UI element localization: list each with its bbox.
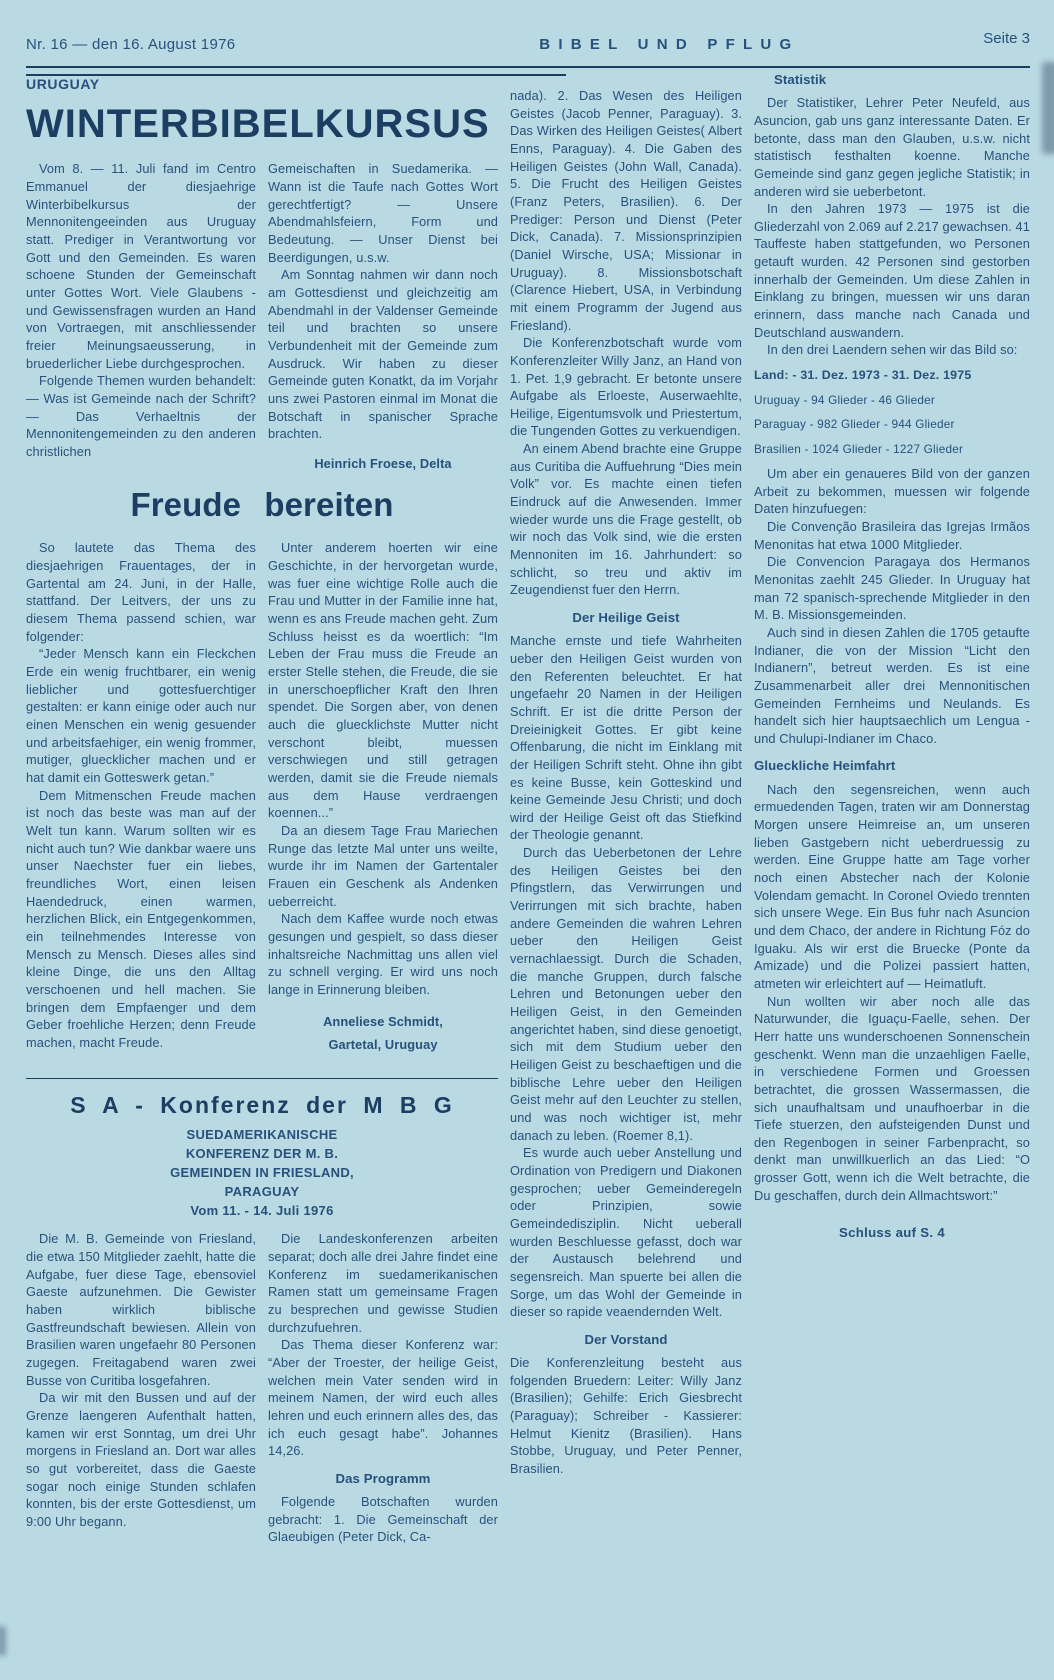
article-signature xyxy=(268,1013,498,1054)
paragraph: Die M. B. Gemeinde von Friesland, die etwa 150 Mitglieder zaehlt, hatte die Aufgabe, fuer diese Tage, ebensoviel Gaeste aufzunehmen. Die Gewister haben wirklich biblische Gastfreundschaft bewiesen. Allein von Brasilien waren ungefaehr 80 Personen zugegen. Freitagabend waren zwei Busse von Curitiba losgefahren. xyxy=(26,1231,256,1388)
paragraph: Gemeischaften in Suedamerika. — Wann ist die Taufe nach Gottes Wort gerechtfertigt? — Unsere Abendmahlsfeiern, Form und Bedeutung. — Unser Dienst bei Beerdigungen, u.s.w. xyxy=(268,161,498,265)
article-headline-sa-konferenz: S A - Konferenz der M B G xyxy=(70,1091,454,1118)
article-headline-winterbibelkursus: WINTERBIBELKURSUS xyxy=(26,102,490,147)
header-rule-top xyxy=(26,66,1030,68)
article-subheadline-block xyxy=(26,1126,498,1220)
article-column-left xyxy=(26,160,256,472)
column-text-statistik-detail xyxy=(754,465,1030,748)
paragraph: Da an diesem Tage Frau Mariechen Runge das letzte Mal unter uns weilte, wurde ihr im Namen der Gartentaler Frauen ein Geschenk als Andenken ueberreicht. xyxy=(268,822,498,909)
statistics-table xyxy=(754,367,1030,457)
article-winterbibelkursus xyxy=(26,75,498,472)
article-column-right xyxy=(268,539,498,1059)
article-columns xyxy=(26,1230,498,1546)
paragraph: Manche ernste und tiefe Wahrheiten ueber den Heiligen Geist wurden von den Referenten beleuchtet. Er hat ungefaehr 20 Namen in der Heiligen Schrift. Er ist die dritte Person der Dreieinigkeit Gottes. Er gibt keine Offenbarung, die nicht im Einklang mit der Heiligen Schrift steht. Ohne ihn gibt es keine Busse, kein Gotteskind und keine Gemeinde Jesu Christi; und doch wird der Heilige Geist oft das Stiefkind der Theologie genannt. xyxy=(510,633,742,843)
article-column-text xyxy=(268,539,498,998)
paragraph: Nach dem Kaffee wurde noch etwas gesungen und gespielt, so dass dieser inhaltsreiche Nachmittag uns allen viel zu schnell verging. Er wird uns noch lange in Erinnerung bleiben. xyxy=(268,911,498,997)
scan-artifact-right-edge xyxy=(1042,62,1054,154)
section-divider-rule xyxy=(26,1078,498,1079)
subsection-heading-das-programm: Das Programm xyxy=(335,1470,431,1486)
article-signature: Heinrich Froese, Delta xyxy=(314,455,452,471)
paragraph: Am Sonntag nahmen wir dann noch am Gottesdienst und gleichzeitig am Abendmahl in der Valdenser Gemeinde teil und brachten so unsere Verbundenheit mit der Gemeinde zum Ausdruck. Wir haben zu dieser Gemeinde guten Konatkt, da im Vorjahr uns zwei Pastoren einmal im Monat die Botschaft in spanischer Sprache brachten. xyxy=(268,267,498,442)
article-columns xyxy=(26,160,498,472)
text-line: PARAGUAY xyxy=(224,1183,300,1199)
paragraph: So lautete das Thema des diesjaehrigen Frauentages, der in Gartental am 24. Juni, in der Halle, stattfand. Der Leitvers, der uns zu diesem Thema passend schien, war folgender: xyxy=(26,540,256,644)
text-line: KONFERENZ DER M. B. xyxy=(185,1145,339,1161)
left-articles-block xyxy=(26,71,498,1546)
article-column-text xyxy=(268,1230,498,1460)
page-header xyxy=(26,30,1030,53)
scan-artifact-left-corner xyxy=(0,1626,6,1656)
paragraph: Die Konferenzbotschaft wurde vom Konferenzleiter Willy Janz, an Hand von 1. Pet. 1,9 gebracht. Er betonte unsere Aufgabe als Erloeste, Auserwaehlte, Heilige, Eigentumsvolk und Priestertum, die Tungenden Gottes zu verkuendigen. xyxy=(510,335,742,439)
article-column-right xyxy=(268,1230,498,1546)
paragraph: nada). 2. Das Wesen des Heiligen Geistes (Jacob Penner, Paraguay). 3. Das Wirken des Heiligen Geistes( Albert Enns, Paraguay). 4. Die Gaben des Heiligen Geistes (John Wall, Canada). 5. Die Frucht des Heiligen Geistes (Franz Peters, Brasilien). 6. Der Prediger: Person und Dienst (Peter Dick, Canada). 7. Missionsprinzipien (Daniel Wirsche, USA; Missionar in Uruguay). 8. Missionsbotschaft (Clarence Hiebert, USA, in Verbindung mit einem Programm der Jugend aus Friesland). xyxy=(510,88,742,333)
paragraph: In den Jahren 1973 — 1975 ist die Gliederzahl von 2.069 auf 2.217 gewachsen. 41 Tauffeste haben stattgefunden, wo Personen getauft wurden. 42 Personen sind gestorben innerhalb der Gemeinden. Um diese Zahlen in Einklang zu bringen, muessen wir uns daran erinnern, dass manche nach Canada und Deutschland auswandern. xyxy=(754,201,1030,340)
text-line: Uruguay - 94 Glieder - 46 Glieder xyxy=(754,393,936,408)
article-columns xyxy=(26,539,498,1059)
paragraph: Um aber ein genaueres Bild von der ganzen Arbeit zu bekommen, muessen wir folgende Daten hinzufuegen: xyxy=(754,465,1030,517)
paragraph: Folgende Themen wurden behandelt: — Was ist Gemeinde nach der Schrift? — Das Verhaeltnis der Mennonitengemeinden zu den anderen christlichen xyxy=(26,373,256,459)
article-column-left xyxy=(26,539,256,1059)
header-rule-bottom xyxy=(26,74,566,76)
text-line: Brasilien - 1024 Glieder - 1227 Glieder xyxy=(754,441,964,456)
article-column-text xyxy=(268,160,498,443)
issue-date: Nr. 16 — den 16. August 1976 xyxy=(26,36,236,53)
page-number: Seite 3 xyxy=(983,30,1030,47)
paragraph: Die Konferenzleitung besteht aus folgenden Bruedern: Leiter: Willy Janz (Brasilien); Gehilfe: Erich Giesbrecht (Paraguay); Schreiber - Kassierer: Helmut Kienitz (Brasilien). Hans Stobbe, Uruguay, und Peter Penner, Brasilien. xyxy=(510,1355,742,1476)
column-text-heiliger-geist xyxy=(510,632,742,1321)
paragraph: Nun wollten wir aber noch alle das Naturwunder, die Iguaçu-Faelle, sehen. Der Herr hatte uns wunderschoenen Sonnenschein geschenkt. Wenn man die unzaehligen Faelle, in verschiedene Formen und Groessen betrachtet, die grossen Wassermassen, die sich unaufhaltsam und unaufhoerbar in die Tiefe stuerzen, den aufsteigenden Dunst und den Regenbogen in seiner Farbenpracht, so denkt man unwillkuerlich an das Lied: “O grosser Gott, wenn ich die Welt betrachte, die Du geschaffen, durch dein Allmachtswort:” xyxy=(754,993,1030,1203)
article-freude-bereiten xyxy=(26,488,498,1059)
article-column-text xyxy=(268,1493,498,1546)
masthead-title: BIBEL UND PFLUG xyxy=(539,36,800,53)
column-conference-continuation xyxy=(510,71,742,1546)
text-line: Paraguay - 982 Glieder - 944 Glieder xyxy=(754,417,955,432)
paragraph: Da wir mit den Bussen und auf der Grenze laengeren Aufenthalt hatten, kamen wir erst Sonntag, um drei Uhr morgens in Friesland an. Dort war alles so gut vorbereitet, dass die Gaeste sogar noch einige Stunden schlafen konnten, bis der erste Gottesdienst, um 9:00 Uhr begann. xyxy=(26,1390,256,1529)
subsection-heading-der-heilige-geist: Der Heilige Geist xyxy=(572,610,680,626)
article-kicker: URUGUAY xyxy=(26,76,100,92)
subsection-heading-der-vorstand: Der Vorstand xyxy=(584,1331,668,1347)
paragraph: In den drei Laendern sehen wir das Bild so: xyxy=(767,342,1018,358)
paragraph: Die Convencion Paragaya dos Hermanos Menonitas zaehlt 245 Glieder. In Uruguay hat man 72 spanisch-sprechende Mitglieder in den M. B. Missionsgemeinden. xyxy=(754,554,1030,623)
continued-on-page-note: Schluss auf S. 4 xyxy=(839,1225,945,1241)
paragraph: Unter anderem hoerten wir eine Geschichte, in der hervorgetan wurde, was fuer eine wichtige Rolle auch die Frau und Mutter in der Familie inne hat, wenn es ans Freude machen geht. Zum Schluss heisst es da woertlich: “Im Leben der Frau muss die Freude an erster Stelle stehen, die Freude, die sie in unerschoepflicher Kraft den Ihren spendet. Die Sorgen aber, von denen auch die gluecklichste Mutter nicht verschont bleibt, muessen verschwiegen und still getragen werden, damit sie die Freude niemals aus dem Hause verdraengen koennen...” xyxy=(268,540,498,821)
paragraph: Durch das Ueberbetonen der Lehre des Heiligen Geistes bei den Pfingstlern, das Verwirrungen und Verirrungen mit sich brachte, haben andere Gemeinden die wahren Lehren ueber den Heiligen Geist vernachlaessigt. Durch die Schaden, die manche Gruppen, durch falsche Lehren und Betonungen ueber den Heiligen Geist, in den Gemeinden angerichtet haben, sind diese genoetigt, sich mit dem Studium ueber den Heiligen Geist zu beschaeftigen und die biblische Lehre ueber den Heiligen Geist mehr auf den Leuchter zu stellen, und was noch wichtiger ist, mehr danach zu leben. (Roemer 8,1). xyxy=(510,845,742,1143)
text-line: GEMEINDEN IN FRIESLAND, xyxy=(170,1164,354,1180)
paragraph: Es wurde auch ueber Anstellung und Ordination von Predigern und Diakonen gesprochen; ueber Gemeinderegeln oder Prinzipien, sowie Gemeindedisziplin. Nicht ueberall wurden Beschluesse gefasst, doch war der Austausch belehrend und segensreich. Man spuerte bei allen die Sorge, um das Wohl der Gemeinde in dieser so rapide veaendernden Welt. xyxy=(510,1145,742,1320)
text-line: SUEDAMERIKANISCHE xyxy=(186,1127,338,1143)
paragraph: “Jeder Mensch kann ein Fleckchen Erde ein wenig fruchtbarer, ein wenig lieblicher und gottesfuerchtiger gestalten: er kann einige oder auch nur einen Menschen ein wenig gesuender und arbeitsfaehiger, ein wenig frommer, mutiger, gluecklicher machen und er hat damit ein Gotteswerk getan.” xyxy=(26,646,256,785)
text-line: Land: - 31. Dez. 1973 - 31. Dez. 1975 xyxy=(754,368,972,383)
subsection-heading-heimfahrt: Glueckliche Heimfahrt xyxy=(754,758,896,774)
article-column-left xyxy=(26,1230,256,1546)
text-line: Anneliese Schmidt, xyxy=(323,1013,443,1029)
paragraph: Vom 8. — 11. Juli fand im Centro Emmanuel der diesjaehrige Winterbibelkursus der Mennonitengeeinden aus Uruguay statt. Prediger in Verantwortung vor Gott und den Gemeinden. Es waren schoene Stunden der Gemeinschaft unter Gottes Wort. Viele Glaubens - und Gewissensfragen wurden an Hand von Vortraegen, mit anschliessender freier Meinungsaeusserung, in bruederlicher Liebe durchgesprochen. xyxy=(26,161,256,371)
paragraph: Die Convenção Brasileira das Igrejas Irmãos Menonitas hat etwa 1000 Mitglieder. xyxy=(754,518,1030,552)
paragraph: Dem Mitmenschen Freude machen ist noch das beste was man auf der Welt tun kann. Warum sollten wir es nicht auch tun? Wie dankbar waere uns unser Naechster fuer ein liebes, freundliches Wort, einen leisen Haendedruck, einen warmen, herzlichen Blick, ein Entgegenkommen, ein teilnehmendes Interesse von Mensch zu Mensch. Dieses alles sind kleine Dinge, die uns den Alltag verschoenen und hell machen. Sie bringen dem Empfaenger und dem Geber froehliche Herzen; denn Freude machen, macht Freude. xyxy=(26,787,256,1050)
column-text-statistik xyxy=(754,94,1030,359)
paragraph: An einem Abend brachte eine Gruppe aus Curitiba die Auffuehrung “Dies mein Volk” vor. Es machte einen tiefen Eindruck auf die Anwesenden. Immer wieder wurde uns die Frage gestellt, ob wir noch das Volk sind, wie die ersten Mennoniten im 16. Jahrhundert: so schlicht, so treu und aktiv im Zeugendienst fuer den Herrn. xyxy=(510,441,742,598)
column-text-heimfahrt xyxy=(754,781,1030,1205)
paragraph: Das Thema dieser Konferenz war: “Aber der Troester, der heilige Geist, welchen mein Vater senden wird in meinem Namen, der wird euch alles lehren und euch erinnern alles des, das ich euch gesagt habe”. Johannes 14,26. xyxy=(268,1337,498,1459)
article-headline-freude-bereiten: Freude bereiten xyxy=(130,486,394,524)
paragraph: Nach den segensreichen, wenn auch ermuedenden Tagen, traten wir am Donnerstag Morgen unsere Heimreise an, um unseren lieben Gastgebern nicht ueberdruessig zu werden. Eine Gruppe hatte am Tage vorher noch einen Abstecher nach der Kolonie Volendam gemacht. In Coronel Oviedo trennten sich unsere Wege. Ein Bus fuhr nach Asuncion und dem Chaco, der andere in Richtung Fóz do Iguaku. Als wir erst die Bruecke (Ponte da Amizade) und die Polizei passiert hatten, atmeten wir erleichtert auf — Heimatluft. xyxy=(754,781,1030,991)
subsection-heading-statistik: Statistik xyxy=(774,72,827,87)
text-line: Vom 11. - 14. Juli 1976 xyxy=(190,1202,334,1218)
article-column-right xyxy=(268,160,498,472)
column-text-vorstand xyxy=(510,1354,742,1478)
paragraph: Folgende Botschaften wurden gebracht: 1. Die Gemeinschaft der Glaeubigen (Peter Dick, Ca- xyxy=(268,1494,498,1545)
paragraph: Auch sind in diesen Zahlen die 1705 getaufte Indianer, die von der Mission “Licht den Indianern”, betreut werden. Es ist eine Zusammenarbeit aller drei Mennonitischen Gemeinden Fernheims und Neulands. Es handelt sich hier hauptsaechlich um Lengua - und Chulupi-Indianer im Chaco. xyxy=(754,624,1030,746)
text-line: Gartetal, Uruguay xyxy=(328,1037,438,1053)
column-text-top xyxy=(510,87,742,599)
page-columns xyxy=(26,71,1030,1546)
paragraph: Der Statistiker, Lehrer Peter Neufeld, aus Asuncion, gab uns ganz interessante Daten. Er betonte, dass man den Glauben, u.s.w. nicht statistisch festhalten koenne. Manche Gemeinde sind ganz gegen jegliche Statistik; in anderen wird sie ueberbetont. xyxy=(754,95,1030,199)
column-statistik xyxy=(754,71,1030,1546)
article-sa-konferenz xyxy=(26,1093,498,1546)
paragraph: Die Landeskonferenzen arbeiten separat; doch alle drei Jahre findet eine Konferenz im suedamerikanischen Ramen statt um gemeinsame Fragen zu besprechen und gewisse Studien durchzufuehren. xyxy=(268,1231,498,1335)
